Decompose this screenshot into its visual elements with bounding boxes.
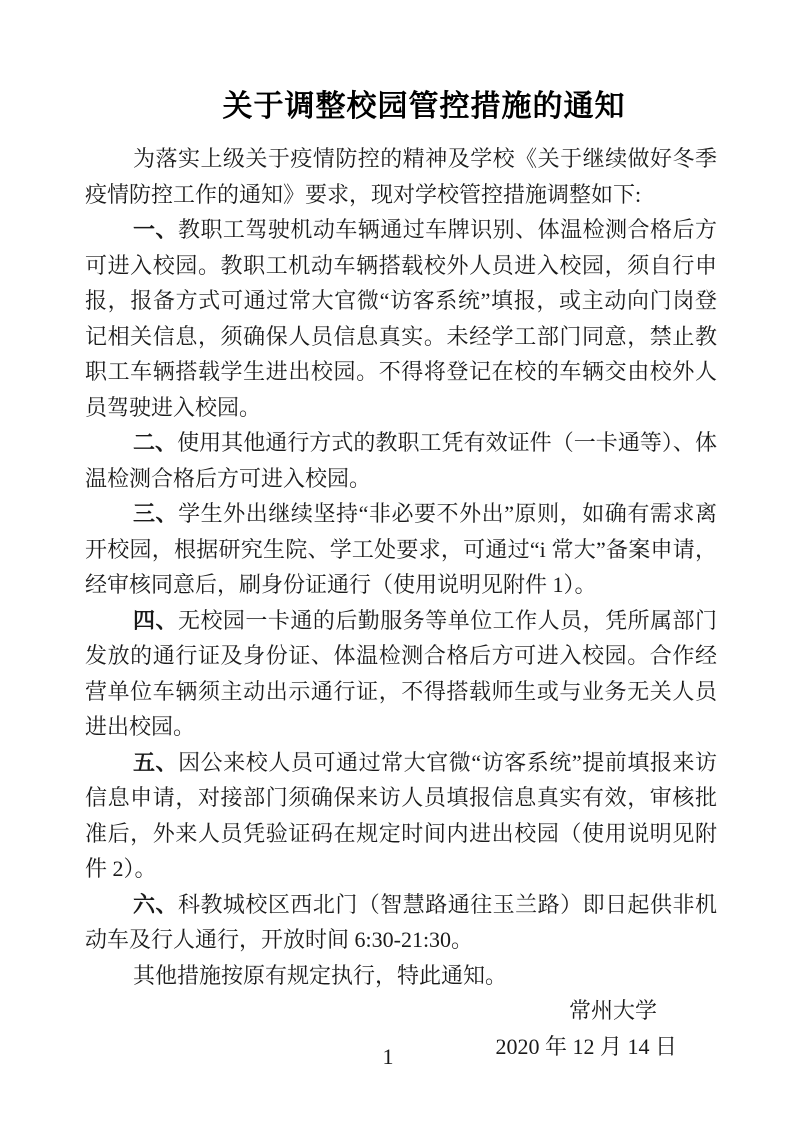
notice-item-2 <box>85 425 717 496</box>
item-1-text: 教职工驾驶机动车辆通过车牌识别、体温检测合格后方可进入校园。教职工机动车辆搭载校外人员进入校园，须自行申报，报备方式可通过常大官微“访客系统”填报，或主动向门岗登记相关信息，须确保人员信息真实。未经学工部门同意，禁止教职工车辆搭载学生进出校园。不得将登记在校的车辆交由校外人员驾驶进入校园。 <box>85 217 717 420</box>
notice-body <box>85 86 717 1064</box>
closing-paragraph: 其他措施按原有规定执行，特此通知。 <box>133 962 508 988</box>
item-3-text: 学生外出继续坚持“非必要不外出”原则，如确有需求离开校园，根据研究生院、学工处要求，可通过“i 常大”备案申请，经审核同意后，刷身份证通行（使用说明见附件 1）。 <box>85 501 717 597</box>
item-5-number: 五、 <box>133 749 179 775</box>
notice-item-5 <box>85 745 717 887</box>
item-2-text: 使用其他通行方式的教职工凭有效证件（一卡通等）、体温检测合格后方可进入校园。 <box>85 430 717 491</box>
item-4-number: 四、 <box>133 607 178 633</box>
item-6-text: 科教城校区西北门（智慧路通往玉兰路）即日起供非机动车及行人通行，开放时间 6:30-21:30。 <box>85 891 717 952</box>
notice-item-1 <box>85 212 717 425</box>
item-1-number: 一、 <box>133 217 178 242</box>
page-title: 关于调整校园管控措施的通知 <box>222 90 626 123</box>
intro-paragraph: 为落实上级关于疫情防控的精神及学校《关于继续做好冬季疫情防控工作的通知》要求，现对学校管控措施调整如下: <box>85 146 717 207</box>
notice-item-4 <box>85 603 717 745</box>
item-4-text: 无校园一卡通的后勤服务等单位工作人员，凭所属部门发放的通行证及身份证、体温检测合格后方可进入校园。合作经营单位车辆须主动出示通行证，不得搭载师生或与业务无关人员进出校园。 <box>85 607 717 739</box>
signature-org: 常州大学 <box>568 998 657 1023</box>
page-number: 1 <box>382 1044 394 1069</box>
item-6-number: 六、 <box>133 891 178 917</box>
item-2-number: 二、 <box>133 430 178 455</box>
notice-item-6 <box>85 887 717 958</box>
item-5-text: 因公来校人员可通过常大官微“访客系统”提前填报来访信息申请，对接部门须确保来访人员填报信息真实有效，审核批准后，外来人员凭验证码在规定时间内进出校园（使用说明见附件 2）。 <box>85 749 717 881</box>
signature-date: 2020 年 12 月 14 日 <box>495 1033 677 1059</box>
notice-item-3 <box>85 496 717 603</box>
item-3-number: 三、 <box>133 501 179 526</box>
